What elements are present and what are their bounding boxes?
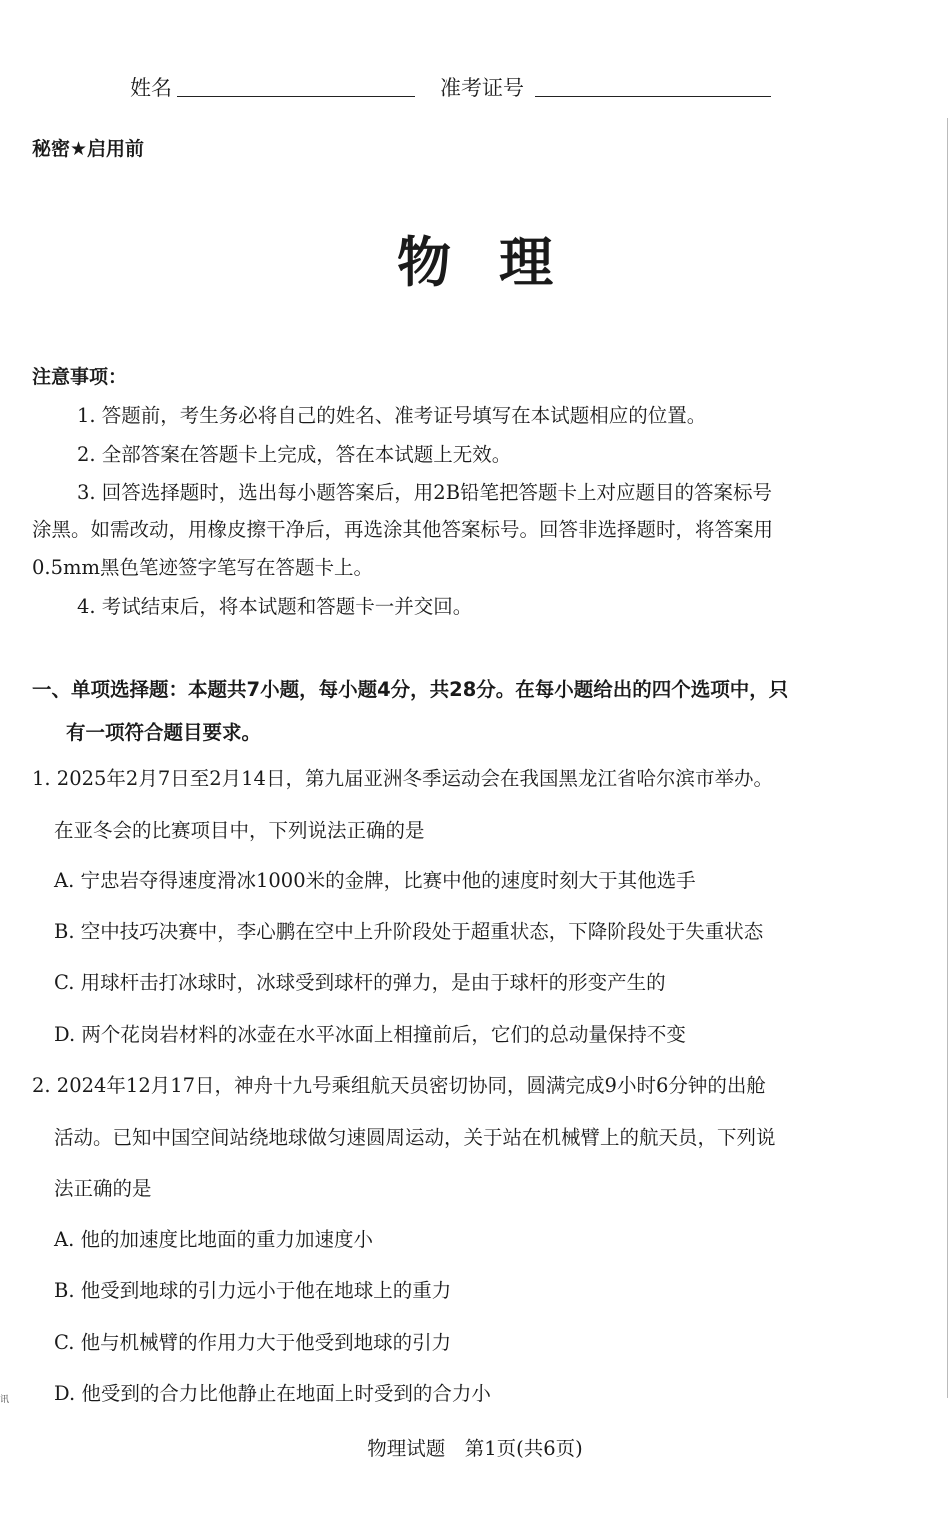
- note-item: 4. 考试结束后，将本试题和答题卡一并交回。: [77, 595, 473, 618]
- note-item: 涂黑。如需改动，用橡皮擦干净后，再选涂其他答案标号。回答非选择题时，将答案用: [32, 518, 774, 541]
- question-option: C. 用球杆击打冰球时，冰球受到球杆的弹力，是由于球杆的形变产生的: [54, 971, 666, 994]
- question-option: D. 两个花岗岩材料的冰壶在水平冰面上相撞前后，它们的总动量保持不变: [54, 1023, 686, 1046]
- note-item: 1. 答题前，考生务必将自己的姓名、准考证号填写在本试题相应的位置。: [77, 404, 707, 427]
- name-label: 姓名: [130, 76, 172, 100]
- question-option: A. 他的加速度比地面的重力加速度小: [54, 1228, 373, 1251]
- question-option: C. 他与机械臂的作用力大于他受到地球的引力: [54, 1331, 452, 1354]
- note-item: 3. 回答选择题时，选出每小题答案后，用2B铅笔把答题卡上对应题目的答案标号: [77, 481, 773, 504]
- question-stem: 在亚冬会的比赛项目中，下列说法正确的是: [54, 819, 425, 842]
- note-item: 0.5mm黑色笔迹签字笔写在答题卡上。: [32, 556, 373, 579]
- name-blank-line: [177, 96, 415, 97]
- page-footer: 物理试题 第1页(共6页): [367, 1437, 583, 1460]
- margin-mark: 讯: [0, 1395, 10, 1405]
- confidential-mark: 秘密★启用前: [32, 138, 145, 160]
- question-option: B. 他受到地球的引力远小于他在地球上的重力: [54, 1279, 452, 1302]
- page-title: 物理: [397, 231, 601, 294]
- section-heading-cont: 有一项符合题目要求。: [66, 721, 262, 744]
- exam-id-label: 准考证号: [440, 76, 524, 100]
- question-option: D. 他受到的合力比他静止在地面上时受到的合力小: [54, 1382, 491, 1405]
- exam-id-blank-line: [535, 96, 771, 97]
- question-stem: 1. 2025年2月7日至2月14日，第九届亚洲冬季运动会在我国黑龙江省哈尔滨市举办。: [32, 767, 773, 790]
- question-stem: 法正确的是: [54, 1177, 152, 1200]
- question-option: A. 宁忠岩夺得速度滑冰1000米的金牌，比赛中他的速度时刻大于其他选手: [54, 869, 696, 892]
- notes-heading: 注意事项：: [32, 366, 128, 388]
- question-option: B. 空中技巧决赛中，李心鹏在空中上升阶段处于超重状态，下降阶段处于失重状态: [54, 920, 764, 943]
- question-stem: 活动。已知中国空间站绕地球做匀速圆周运动，关于站在机械臂上的航天员，下列说: [54, 1126, 776, 1149]
- note-item: 2. 全部答案在答题卡上完成，答在本试题上无效。: [77, 443, 512, 466]
- section-heading: 一、单项选择题：本题共7小题，每小题4分，共28分。在每小题给出的四个选项中，只: [32, 678, 789, 701]
- right-margin-rule: [947, 118, 948, 1398]
- question-stem: 2. 2024年12月17日，神舟十九号乘组航天员密切协同，圆满完成9小时6分钟的出舱: [32, 1074, 766, 1097]
